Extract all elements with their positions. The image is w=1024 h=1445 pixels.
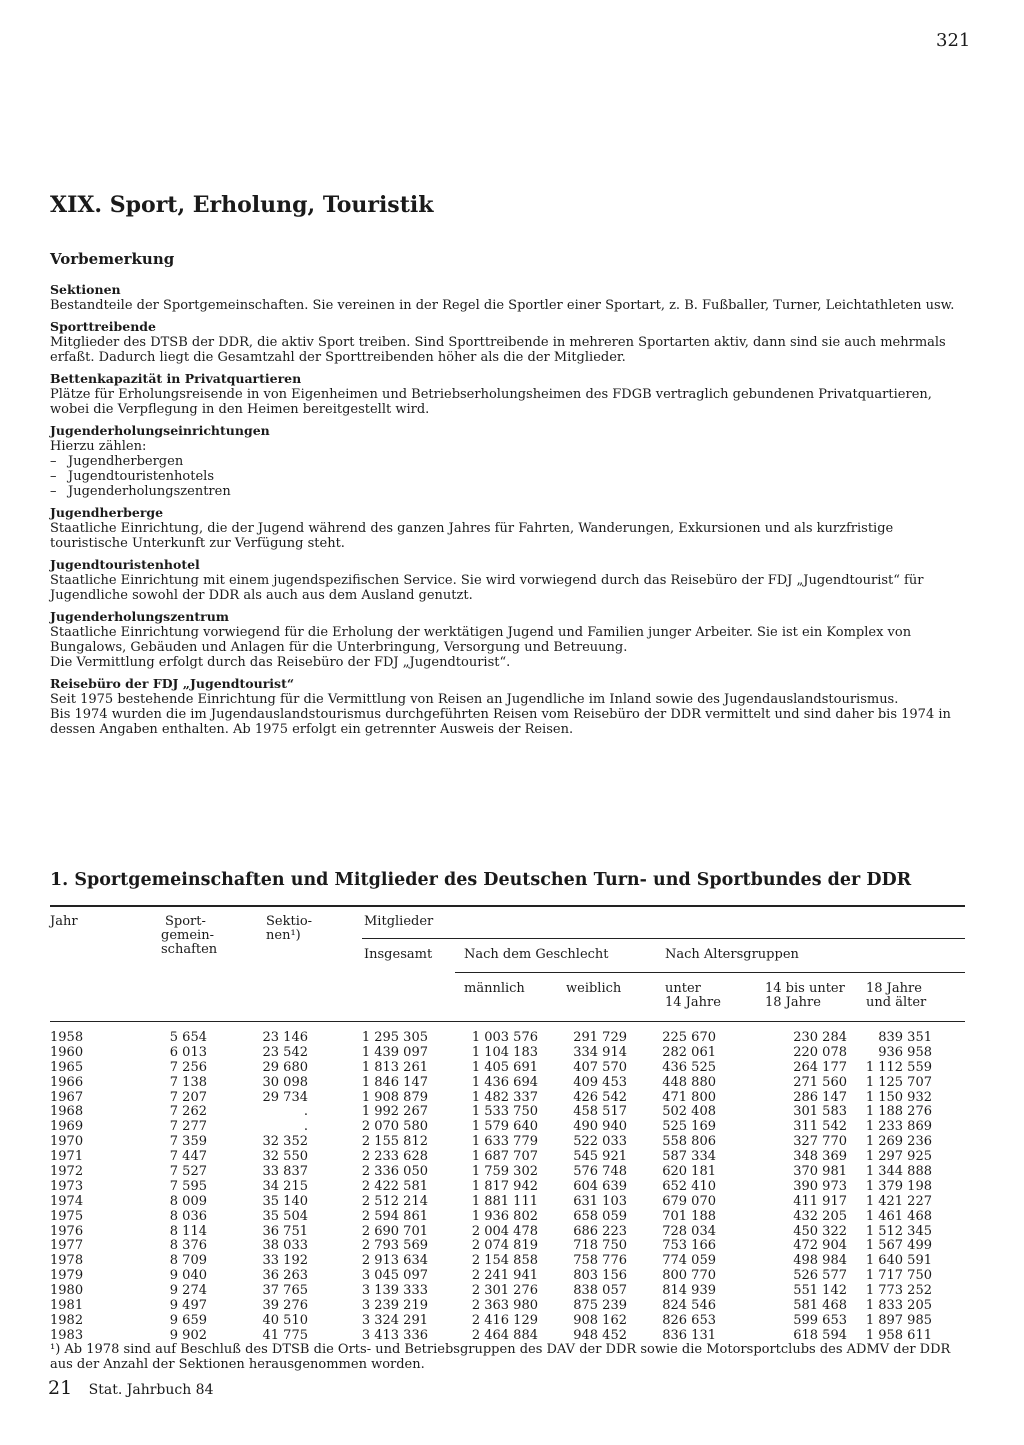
glossary-definition: Staatliche Einrichtung mit einem jugendspezifischen Service. Sie wird vorwiegend durch das Reisebüro der FDJ „Jugendtourist“ für Jugendliche sowohl der DDR als auch aus dem Ausland genutzt. bbox=[50, 573, 924, 603]
cell-sections: 23 146 bbox=[262, 1030, 308, 1045]
header-under14-line1: unter bbox=[665, 981, 701, 996]
table-top-rule bbox=[50, 905, 965, 907]
table-row bbox=[50, 1210, 965, 1225]
table-row bbox=[50, 1284, 965, 1299]
cell-male: 1 633 779 bbox=[471, 1134, 538, 1150]
cell-female: 409 453 bbox=[573, 1074, 627, 1090]
cell-female: 522 033 bbox=[573, 1134, 627, 1150]
cell-18-plus: 1 344 888 bbox=[865, 1164, 932, 1180]
cell-members-total: 1 846 147 bbox=[361, 1074, 428, 1090]
cell-sport-communities: 7 527 bbox=[169, 1164, 207, 1180]
table-body bbox=[50, 1031, 965, 1344]
table-row bbox=[50, 1031, 965, 1046]
cell-under-14: 502 408 bbox=[662, 1104, 716, 1120]
cell-sections: 30 098 bbox=[262, 1074, 308, 1090]
header-sport-line3: schaften bbox=[161, 942, 218, 957]
cell-male: 1 482 337 bbox=[471, 1089, 538, 1105]
cell-under-14: 824 546 bbox=[662, 1298, 716, 1314]
cell-sections: 38 033 bbox=[262, 1238, 308, 1254]
cell-18-plus: 1 233 869 bbox=[865, 1119, 932, 1135]
cell-sport-communities: 5 654 bbox=[169, 1030, 207, 1045]
glossary-entry-sektionen bbox=[50, 282, 972, 313]
cell-members-total: 3 413 336 bbox=[361, 1327, 428, 1343]
list-item: – Jugendherbergen bbox=[50, 454, 972, 469]
cell-sport-communities: 9 902 bbox=[169, 1327, 207, 1343]
glossary-list bbox=[50, 454, 972, 499]
table-row bbox=[50, 1239, 965, 1254]
cell-sport-communities: 7 207 bbox=[169, 1089, 207, 1105]
cell-members-total: 2 233 628 bbox=[361, 1149, 428, 1165]
cell-sport-communities: 7 138 bbox=[169, 1074, 207, 1090]
cell-18-plus: 1 269 236 bbox=[865, 1134, 932, 1150]
cell-sections: 33 837 bbox=[262, 1164, 308, 1180]
cell-year: 1967 bbox=[50, 1089, 84, 1105]
table-row bbox=[50, 1091, 965, 1106]
cell-18-plus: 1 958 611 bbox=[865, 1327, 932, 1343]
cell-18-plus: 1 297 925 bbox=[865, 1149, 932, 1165]
cell-sport-communities: 6 013 bbox=[169, 1044, 207, 1060]
cell-male: 2 363 980 bbox=[471, 1298, 538, 1314]
glossary-definition: Staatliche Einrichtung vorwiegend für die Erholung der werktätigen Jugend und Familien junger Arbeiter. Sie ist ein Komplex von Bungalows, Gebäuden und Anlagen für die Unterbringung, Versorgung und Betreuung. bbox=[50, 625, 912, 655]
cell-members-total: 1 992 267 bbox=[361, 1104, 428, 1120]
table-row bbox=[50, 1314, 965, 1329]
footer-page-number: 21 bbox=[48, 1377, 73, 1399]
glossary-entry-bettenkapazitaet bbox=[50, 371, 972, 417]
cell-under-14: 620 181 bbox=[662, 1164, 716, 1180]
cell-14-to-18: 450 322 bbox=[793, 1223, 847, 1239]
header-14to18-line2: 18 Jahre bbox=[765, 995, 821, 1010]
cell-year: 1971 bbox=[50, 1149, 84, 1165]
header-bottom-rule bbox=[50, 1021, 965, 1022]
list-item: – Jugenderholungszentren bbox=[50, 484, 972, 499]
cell-14-to-18: 264 177 bbox=[793, 1059, 847, 1075]
cell-year: 1976 bbox=[50, 1223, 84, 1239]
cell-male: 1 881 111 bbox=[471, 1193, 538, 1209]
footer-source: Stat. Jahrbuch 84 bbox=[88, 1382, 214, 1398]
cell-year: 1975 bbox=[50, 1208, 84, 1224]
cell-male: 1 687 707 bbox=[471, 1149, 538, 1165]
cell-year: 1966 bbox=[50, 1074, 84, 1090]
cell-sport-communities: 8 376 bbox=[169, 1238, 207, 1254]
cell-14-to-18: 581 468 bbox=[793, 1298, 847, 1314]
cell-14-to-18: 551 142 bbox=[793, 1283, 847, 1299]
cell-under-14: 800 770 bbox=[662, 1268, 716, 1284]
header-sport-line2: gemein- bbox=[161, 928, 214, 943]
cell-sections: 34 215 bbox=[262, 1178, 308, 1194]
cell-under-14: 728 034 bbox=[662, 1223, 716, 1239]
cell-female: 604 639 bbox=[573, 1178, 627, 1194]
cell-sections: 29 734 bbox=[262, 1089, 308, 1105]
header-18plus-line1: 18 Jahre bbox=[866, 981, 922, 996]
cell-sport-communities: 8 709 bbox=[169, 1253, 207, 1269]
cell-year: 1972 bbox=[50, 1164, 84, 1180]
cell-male: 2 464 884 bbox=[471, 1327, 538, 1343]
cell-year: 1970 bbox=[50, 1134, 84, 1150]
cell-14-to-18: 432 205 bbox=[793, 1208, 847, 1224]
glossary-entry-jugenderholungseinrichtungen bbox=[50, 423, 972, 499]
cell-sport-communities: 7 359 bbox=[169, 1134, 207, 1150]
cell-under-14: 836 131 bbox=[662, 1327, 716, 1343]
cell-sections: 29 680 bbox=[262, 1059, 308, 1075]
cell-18-plus: 1 773 252 bbox=[865, 1283, 932, 1299]
cell-female: 576 748 bbox=[573, 1164, 627, 1180]
cell-members-total: 2 690 701 bbox=[361, 1223, 428, 1239]
cell-18-plus: 1 640 591 bbox=[865, 1253, 932, 1269]
preliminary-remarks-title: Vorbemerkung bbox=[50, 250, 175, 268]
cell-male: 2 074 819 bbox=[471, 1238, 538, 1254]
cell-members-total: 1 295 305 bbox=[361, 1030, 428, 1045]
cell-year: 1965 bbox=[50, 1059, 84, 1075]
cell-male: 2 416 129 bbox=[471, 1312, 538, 1328]
header-members: Mitglieder bbox=[364, 914, 434, 929]
cell-female: 426 542 bbox=[573, 1089, 627, 1105]
cell-year: 1958 bbox=[50, 1030, 84, 1045]
cell-sections: 32 550 bbox=[262, 1149, 308, 1165]
cell-under-14: 826 653 bbox=[662, 1312, 716, 1328]
cell-year: 1968 bbox=[50, 1104, 84, 1120]
cell-female: 631 103 bbox=[573, 1193, 627, 1209]
cell-male: 1 936 802 bbox=[471, 1208, 538, 1224]
cell-members-total: 3 239 219 bbox=[361, 1298, 428, 1314]
table-row bbox=[50, 1180, 965, 1195]
header-total: Insgesamt bbox=[364, 947, 433, 962]
header-by-age: Nach Altersgruppen bbox=[665, 947, 799, 962]
header-18plus-line2: und älter bbox=[866, 995, 927, 1010]
cell-under-14: 701 188 bbox=[662, 1208, 716, 1224]
cell-year: 1960 bbox=[50, 1044, 84, 1060]
table-row bbox=[50, 1061, 965, 1076]
cell-sport-communities: 9 659 bbox=[169, 1312, 207, 1328]
cell-sections: 32 352 bbox=[262, 1134, 308, 1150]
table-title: 1. Sportgemeinschaften und Mitglieder des Deutschen Turn- und Sportbundes der DDR bbox=[50, 870, 912, 890]
table-row bbox=[50, 1105, 965, 1120]
cell-under-14: 558 806 bbox=[662, 1134, 716, 1150]
table-row bbox=[50, 1225, 965, 1240]
header-rule-groups bbox=[455, 972, 965, 973]
cell-female: 458 517 bbox=[573, 1104, 627, 1120]
cell-sections: 23 542 bbox=[262, 1044, 308, 1060]
cell-sections: 33 192 bbox=[262, 1253, 308, 1269]
cell-18-plus: 1 461 468 bbox=[865, 1208, 932, 1224]
cell-members-total: 2 070 580 bbox=[361, 1119, 428, 1135]
cell-sections: 36 751 bbox=[262, 1223, 308, 1239]
cell-14-to-18: 348 369 bbox=[793, 1149, 847, 1165]
cell-members-total: 2 913 634 bbox=[361, 1253, 428, 1269]
glossary-definition-continued: Die Vermittlung erfolgt durch das Reisebüro der FDJ „Jugendtourist“. bbox=[50, 655, 511, 670]
cell-members-total: 1 813 261 bbox=[361, 1059, 428, 1075]
cell-year: 1973 bbox=[50, 1178, 84, 1194]
glossary-term: Jugenderholungszentrum bbox=[50, 609, 230, 624]
glossary-list-intro: Hierzu zählen: bbox=[50, 439, 147, 454]
cell-sections: 41 775 bbox=[262, 1327, 308, 1343]
cell-male: 2 154 858 bbox=[471, 1253, 538, 1269]
cell-members-total: 3 324 291 bbox=[361, 1312, 428, 1328]
table-row bbox=[50, 1165, 965, 1180]
cell-sections: 35 140 bbox=[262, 1193, 308, 1209]
cell-female: 803 156 bbox=[573, 1268, 627, 1284]
header-sections-line1: Sektio- bbox=[266, 914, 313, 929]
page-footer bbox=[48, 1377, 214, 1399]
cell-18-plus: 1 567 499 bbox=[865, 1238, 932, 1254]
cell-under-14: 225 670 bbox=[662, 1030, 716, 1045]
cell-male: 2 241 941 bbox=[471, 1268, 538, 1284]
cell-14-to-18: 220 078 bbox=[793, 1044, 847, 1060]
cell-male: 1 405 691 bbox=[471, 1059, 538, 1075]
cell-members-total: 3 139 333 bbox=[361, 1283, 428, 1299]
cell-14-to-18: 230 284 bbox=[793, 1030, 847, 1045]
cell-year: 1981 bbox=[50, 1298, 84, 1314]
cell-sport-communities: 7 262 bbox=[169, 1104, 207, 1120]
glossary-definition: Plätze für Erholungsreisende in von Eigenheimen und Betriebserholungsheimen des FDGB vertraglich gebundenen Privatquartieren, wobei die Verpflegung in den Heimen bereitgestellt wird. bbox=[50, 387, 932, 417]
cell-female: 686 223 bbox=[573, 1223, 627, 1239]
cell-under-14: 448 880 bbox=[662, 1074, 716, 1090]
glossary-definition: Mitglieder des DTSB der DDR, die aktiv Sport treiben. Sind Sporttreibende in mehreren Sportarten aktiv, dann sind sie auch mehrmals erfaßt. Dadurch liegt die Gesamtzahl der Sporttreibenden höher als die der Mitglieder. bbox=[50, 335, 946, 365]
cell-18-plus: 1 112 559 bbox=[865, 1059, 932, 1075]
cell-sections: 35 504 bbox=[262, 1208, 308, 1224]
cell-14-to-18: 370 981 bbox=[793, 1164, 847, 1180]
cell-18-plus: 1 897 985 bbox=[865, 1312, 932, 1328]
cell-14-to-18: 618 594 bbox=[793, 1327, 847, 1343]
cell-18-plus: 1 379 198 bbox=[865, 1178, 932, 1194]
cell-18-plus: 839 351 bbox=[878, 1030, 932, 1045]
cell-under-14: 753 166 bbox=[662, 1238, 716, 1254]
cell-sport-communities: 7 256 bbox=[169, 1059, 207, 1075]
cell-members-total: 2 594 861 bbox=[361, 1208, 428, 1224]
glossary-entry-jugendtouristenhotel bbox=[50, 557, 972, 603]
cell-sections: . bbox=[303, 1119, 308, 1135]
cell-sections: 36 263 bbox=[262, 1268, 308, 1284]
glossary-entry-jugenderholungszentrum bbox=[50, 609, 972, 670]
cell-year: 1982 bbox=[50, 1312, 84, 1328]
cell-14-to-18: 301 583 bbox=[793, 1104, 847, 1120]
cell-18-plus: 1 150 932 bbox=[865, 1089, 932, 1105]
glossary-definition: Bestandteile der Sportgemeinschaften. Sie vereinen in der Regel die Sportler einer Sportart, z. B. Fußballer, Turner, Leichtathleten usw. bbox=[50, 298, 955, 313]
chapter-title: XIX. Sport, Erholung, Touristik bbox=[50, 192, 434, 218]
cell-under-14: 282 061 bbox=[662, 1044, 716, 1060]
cell-female: 758 776 bbox=[573, 1253, 627, 1269]
cell-sport-communities: 8 009 bbox=[169, 1193, 207, 1209]
cell-female: 658 059 bbox=[573, 1208, 627, 1224]
cell-under-14: 679 070 bbox=[662, 1193, 716, 1209]
cell-sport-communities: 8 036 bbox=[169, 1208, 207, 1224]
cell-14-to-18: 526 577 bbox=[793, 1268, 847, 1284]
cell-sport-communities: 7 447 bbox=[169, 1149, 207, 1165]
cell-male: 1 104 183 bbox=[471, 1044, 538, 1060]
cell-members-total: 2 512 214 bbox=[361, 1193, 428, 1209]
cell-members-total: 2 793 569 bbox=[361, 1238, 428, 1254]
glossary-term: Jugendherberge bbox=[50, 505, 164, 520]
cell-members-total: 3 045 097 bbox=[361, 1268, 428, 1284]
table-row bbox=[50, 1076, 965, 1091]
cell-year: 1978 bbox=[50, 1253, 84, 1269]
cell-18-plus: 1 421 227 bbox=[865, 1193, 932, 1209]
header-year: Jahr bbox=[50, 914, 78, 929]
glossary-term: Reisebüro der FDJ „Jugendtourist“ bbox=[50, 676, 295, 691]
cell-14-to-18: 311 542 bbox=[793, 1119, 847, 1135]
cell-14-to-18: 327 770 bbox=[793, 1134, 847, 1150]
cell-14-to-18: 472 904 bbox=[793, 1238, 847, 1254]
cell-sport-communities: 9 040 bbox=[169, 1268, 207, 1284]
cell-14-to-18: 390 973 bbox=[793, 1178, 847, 1194]
glossary-definition-continued: Bis 1974 wurden die im Jugendauslandstourismus durchgeführten Reisen vom Reisebüro der DDR vermittelt und sind daher bis 1974 in dessen Angaben enthalten. Ab 1975 erfolgt ein getrennter Ausweis der Reisen. bbox=[50, 707, 951, 737]
cell-male: 1 003 576 bbox=[471, 1030, 538, 1045]
table-row bbox=[50, 1195, 965, 1210]
cell-female: 875 239 bbox=[573, 1298, 627, 1314]
cell-members-total: 2 336 050 bbox=[361, 1164, 428, 1180]
header-14to18-line1: 14 bis unter bbox=[765, 981, 845, 996]
table-row bbox=[50, 1120, 965, 1135]
table-row bbox=[50, 1150, 965, 1165]
glossary-entry-jugendherberge bbox=[50, 505, 972, 551]
cell-male: 1 533 750 bbox=[471, 1104, 538, 1120]
cell-sections: . bbox=[303, 1104, 308, 1120]
cell-sport-communities: 7 277 bbox=[169, 1119, 207, 1135]
cell-male: 1 579 640 bbox=[471, 1119, 538, 1135]
cell-under-14: 436 525 bbox=[662, 1059, 716, 1075]
header-under14-line2: 14 Jahre bbox=[665, 995, 721, 1010]
cell-male: 2 004 478 bbox=[471, 1223, 538, 1239]
table-row bbox=[50, 1299, 965, 1314]
cell-female: 334 914 bbox=[573, 1044, 627, 1060]
cell-14-to-18: 271 560 bbox=[793, 1074, 847, 1090]
cell-sport-communities: 8 114 bbox=[169, 1223, 207, 1239]
cell-sections: 37 765 bbox=[262, 1283, 308, 1299]
cell-year: 1979 bbox=[50, 1268, 84, 1284]
glossary-entry-sporttreibende bbox=[50, 319, 972, 365]
footnote: ¹) Ab 1978 sind auf Beschluß des DTSB die Orts- und Betriebsgruppen des DAV der DDR sowie die Motorsportclubs des ADMV der DDR aus der Anzahl der Sektionen herausgenommen worden. bbox=[50, 1342, 951, 1372]
cell-members-total: 2 422 581 bbox=[361, 1178, 428, 1194]
cell-female: 948 452 bbox=[573, 1327, 627, 1343]
cell-male: 1 436 694 bbox=[471, 1074, 538, 1090]
glossary-term: Sporttreibende bbox=[50, 319, 156, 334]
cell-members-total: 2 155 812 bbox=[361, 1134, 428, 1150]
glossary bbox=[50, 282, 972, 743]
cell-female: 407 570 bbox=[573, 1059, 627, 1075]
cell-under-14: 774 059 bbox=[662, 1253, 716, 1269]
cell-male: 2 301 276 bbox=[471, 1283, 538, 1299]
header-sections-line2: nen¹) bbox=[266, 928, 301, 943]
cell-18-plus: 1 833 205 bbox=[865, 1298, 932, 1314]
cell-female: 838 057 bbox=[573, 1283, 627, 1299]
cell-under-14: 471 800 bbox=[662, 1089, 716, 1105]
glossary-term: Jugendtouristenhotel bbox=[50, 557, 200, 572]
header-male: männlich bbox=[464, 981, 525, 996]
cell-14-to-18: 599 653 bbox=[793, 1312, 847, 1328]
cell-sport-communities: 9 274 bbox=[169, 1283, 207, 1299]
cell-members-total: 1 439 097 bbox=[361, 1044, 428, 1060]
cell-14-to-18: 498 984 bbox=[793, 1253, 847, 1269]
header-by-gender: Nach dem Geschlecht bbox=[464, 947, 609, 962]
cell-sections: 39 276 bbox=[262, 1298, 308, 1314]
glossary-term: Bettenkapazität in Privatquartieren bbox=[50, 371, 302, 386]
header-female: weiblich bbox=[566, 981, 622, 996]
cell-18-plus: 1 188 276 bbox=[865, 1104, 932, 1120]
cell-female: 545 921 bbox=[573, 1149, 627, 1165]
cell-male: 1 759 302 bbox=[471, 1164, 538, 1180]
cell-under-14: 814 939 bbox=[662, 1283, 716, 1299]
cell-male: 1 817 942 bbox=[471, 1178, 538, 1194]
cell-sections: 40 510 bbox=[262, 1312, 308, 1328]
table-row bbox=[50, 1135, 965, 1150]
cell-14-to-18: 411 917 bbox=[793, 1193, 847, 1209]
glossary-definition: Seit 1975 bestehende Einrichtung für die Vermittlung von Reisen an Jugendliche im Inland sowie des Jugendauslandstourismus. bbox=[50, 692, 899, 707]
cell-14-to-18: 286 147 bbox=[793, 1089, 847, 1105]
cell-members-total: 1 908 879 bbox=[361, 1089, 428, 1105]
table-row bbox=[50, 1046, 965, 1061]
cell-sport-communities: 7 595 bbox=[169, 1178, 207, 1194]
glossary-entry-reisebuero bbox=[50, 676, 972, 737]
cell-under-14: 525 169 bbox=[662, 1119, 716, 1135]
cell-year: 1969 bbox=[50, 1119, 84, 1135]
glossary-term: Jugenderholungseinrichtungen bbox=[50, 423, 270, 438]
cell-female: 291 729 bbox=[573, 1030, 627, 1045]
glossary-term: Sektionen bbox=[50, 282, 121, 297]
cell-18-plus: 1 717 750 bbox=[865, 1268, 932, 1284]
cell-year: 1974 bbox=[50, 1193, 84, 1209]
cell-under-14: 652 410 bbox=[662, 1178, 716, 1194]
cell-female: 490 940 bbox=[573, 1119, 627, 1135]
cell-year: 1983 bbox=[50, 1327, 84, 1343]
table-row bbox=[50, 1269, 965, 1284]
cell-year: 1980 bbox=[50, 1283, 84, 1299]
header-sport-line1: Sport- bbox=[165, 914, 206, 929]
table-row bbox=[50, 1254, 965, 1269]
header-rule-members bbox=[362, 938, 965, 939]
list-item: – Jugendtouristenhotels bbox=[50, 469, 972, 484]
cell-18-plus: 936 958 bbox=[878, 1044, 932, 1060]
cell-female: 908 162 bbox=[573, 1312, 627, 1328]
cell-year: 1977 bbox=[50, 1238, 84, 1254]
cell-sport-communities: 9 497 bbox=[169, 1298, 207, 1314]
cell-18-plus: 1 125 707 bbox=[865, 1074, 932, 1090]
page-number: 321 bbox=[936, 30, 971, 51]
cell-female: 718 750 bbox=[573, 1238, 627, 1254]
cell-18-plus: 1 512 345 bbox=[865, 1223, 932, 1239]
cell-under-14: 587 334 bbox=[662, 1149, 716, 1165]
glossary-definition: Staatliche Einrichtung, die der Jugend während des ganzen Jahres für Fahrten, Wanderungen, Exkursionen und als kurzfristige touristische Unterkunft zur Verfügung steht. bbox=[50, 521, 894, 551]
